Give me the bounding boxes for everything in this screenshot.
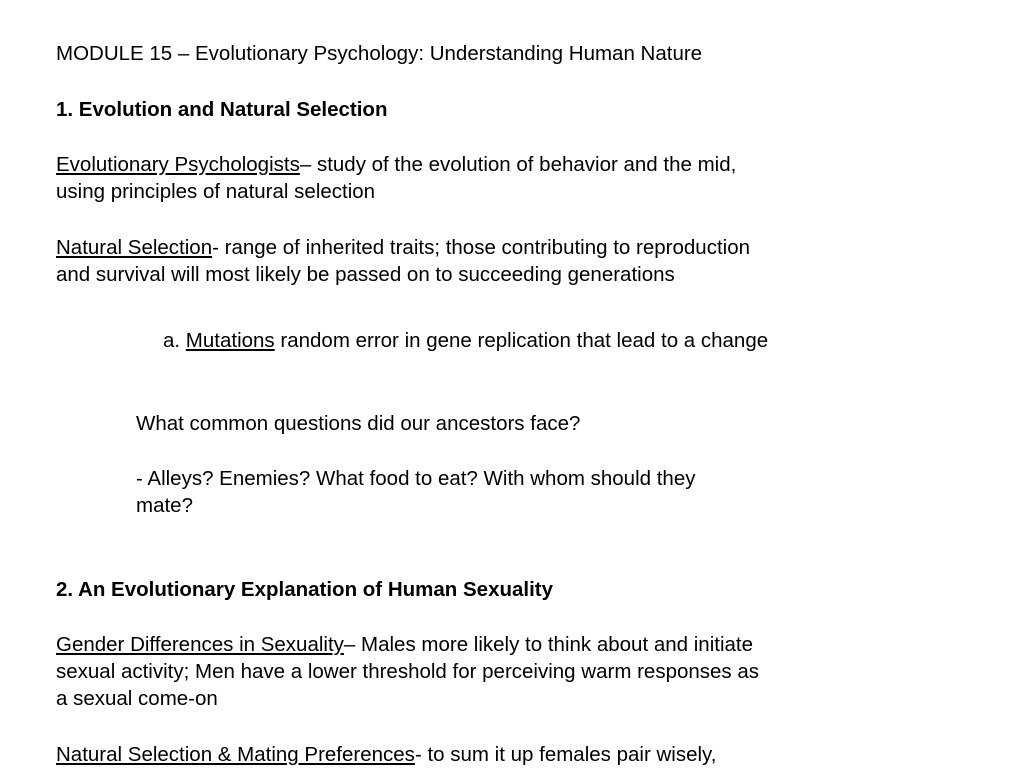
- term-gender-differences: Gender Differences in Sexuality: [56, 633, 344, 656]
- definition-gender-differences: [56, 631, 759, 712]
- definition-evolutionary-psychologists: [56, 151, 736, 205]
- sub-item-mutations: [163, 327, 768, 354]
- answers-line: - Alleys? Enemies? What food to eat? With whom should they: [136, 467, 696, 490]
- sub-item-text: random error in gene replication that lead to a change: [274, 329, 769, 352]
- term-natural-selection: Natural Selection: [56, 236, 213, 259]
- term-mating-preferences: Natural Selection & Mating Preferences: [56, 743, 415, 766]
- answers-line-continued: mate?: [136, 494, 193, 517]
- definition-text-continued: and survival will most likely be passed on to succeeding generations: [56, 263, 675, 286]
- page-title: MODULE 15 – Evolutionary Psychology: Understanding Human Nature: [56, 42, 703, 65]
- ancestors-answers: [136, 465, 695, 519]
- definition-text-continued: using principles of natural selection: [56, 180, 376, 203]
- definition-text: - to sum it up females pair wisely,: [414, 743, 717, 766]
- ancestors-question: What common questions did our ancestors face?: [136, 412, 581, 435]
- definition-text: – Males more likely to think about and initiate: [343, 633, 754, 656]
- definition-text-continued: a sexual come-on: [56, 687, 218, 710]
- definition-text: – study of the evolution of behavior and the mid,: [299, 153, 737, 176]
- section-1-heading: 1. Evolution and Natural Selection: [56, 98, 388, 121]
- definition-text-continued: sexual activity; Men have a lower threshold for perceiving warm responses as: [56, 660, 760, 683]
- term-evolutionary-psychologists: Evolutionary Psychologists: [56, 153, 300, 176]
- term-mutations: Mutations: [185, 329, 275, 352]
- definition-natural-selection: [56, 234, 750, 288]
- section-2-heading: 2. An Evolutionary Explanation of Human Sexuality: [56, 578, 554, 601]
- sub-item-prefix: a.: [163, 329, 186, 352]
- definition-mating-preferences: [56, 741, 716, 768]
- definition-text: - range of inherited traits; those contributing to reproduction: [212, 236, 750, 259]
